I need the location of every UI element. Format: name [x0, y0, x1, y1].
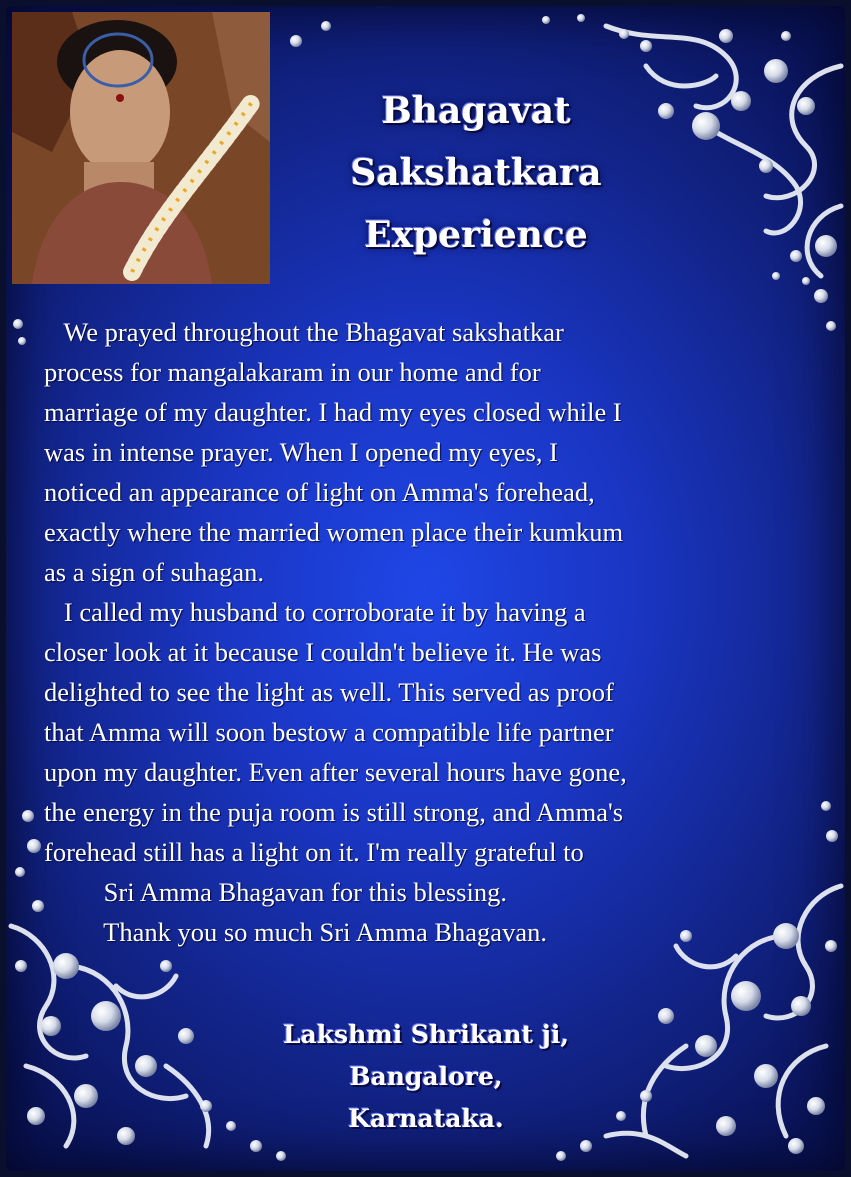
portrait-photo	[12, 12, 270, 284]
testimony-line: closer look at it because I couldn't believe it. He was	[44, 637, 602, 667]
title-line-1: Bhagavat	[381, 90, 571, 132]
testimony-line: exactly where the married women place their kumkum	[44, 517, 624, 547]
portrait-photo-icon	[12, 12, 270, 284]
testimony-line: I called my husband to corroborate it by having a	[44, 597, 586, 627]
testimony-line: the energy in the puja room is still strong, and Amma's	[44, 797, 624, 827]
signature-name: Lakshmi Shrikant ji,	[282, 1020, 570, 1049]
testimony-line: Thank you so much Sri Amma Bhagavan.	[44, 917, 547, 947]
testimony-line: noticed an appearance of light on Amma's forehead,	[44, 477, 595, 507]
signature-city: Bangalore,	[349, 1062, 503, 1091]
testimony-line: marriage of my daughter. I had my eyes closed while I	[44, 397, 622, 427]
experience-card	[6, 6, 845, 1171]
testimony-line: Sri Amma Bhagavan for this blessing.	[44, 877, 507, 907]
signature-block	[236, 1014, 616, 1140]
testimony-line: We prayed throughout the Bhagavat sakshatkar	[44, 317, 564, 347]
testimony-line: process for mangalakaram in our home and for	[44, 357, 541, 387]
title-line-3: Experience	[364, 214, 588, 256]
signature-state: Karnataka.	[348, 1104, 504, 1133]
testimony-line: delighted to see the light as well. This served as proof	[44, 677, 614, 707]
page-title	[276, 80, 676, 266]
testimony-line: as a sign of suhagan.	[44, 557, 265, 587]
testimony-line: forehead still has a light on it. I'm really grateful to	[44, 837, 584, 867]
title-line-2: Sakshatkara	[350, 152, 602, 194]
testimony-line: was in intense prayer. When I opened my eyes, I	[44, 437, 558, 467]
testimony-line: upon my daughter. Even after several hours have gone,	[44, 757, 627, 787]
testimony-text	[44, 312, 834, 952]
testimony-line: that Amma will soon bestow a compatible life partner	[44, 717, 614, 747]
